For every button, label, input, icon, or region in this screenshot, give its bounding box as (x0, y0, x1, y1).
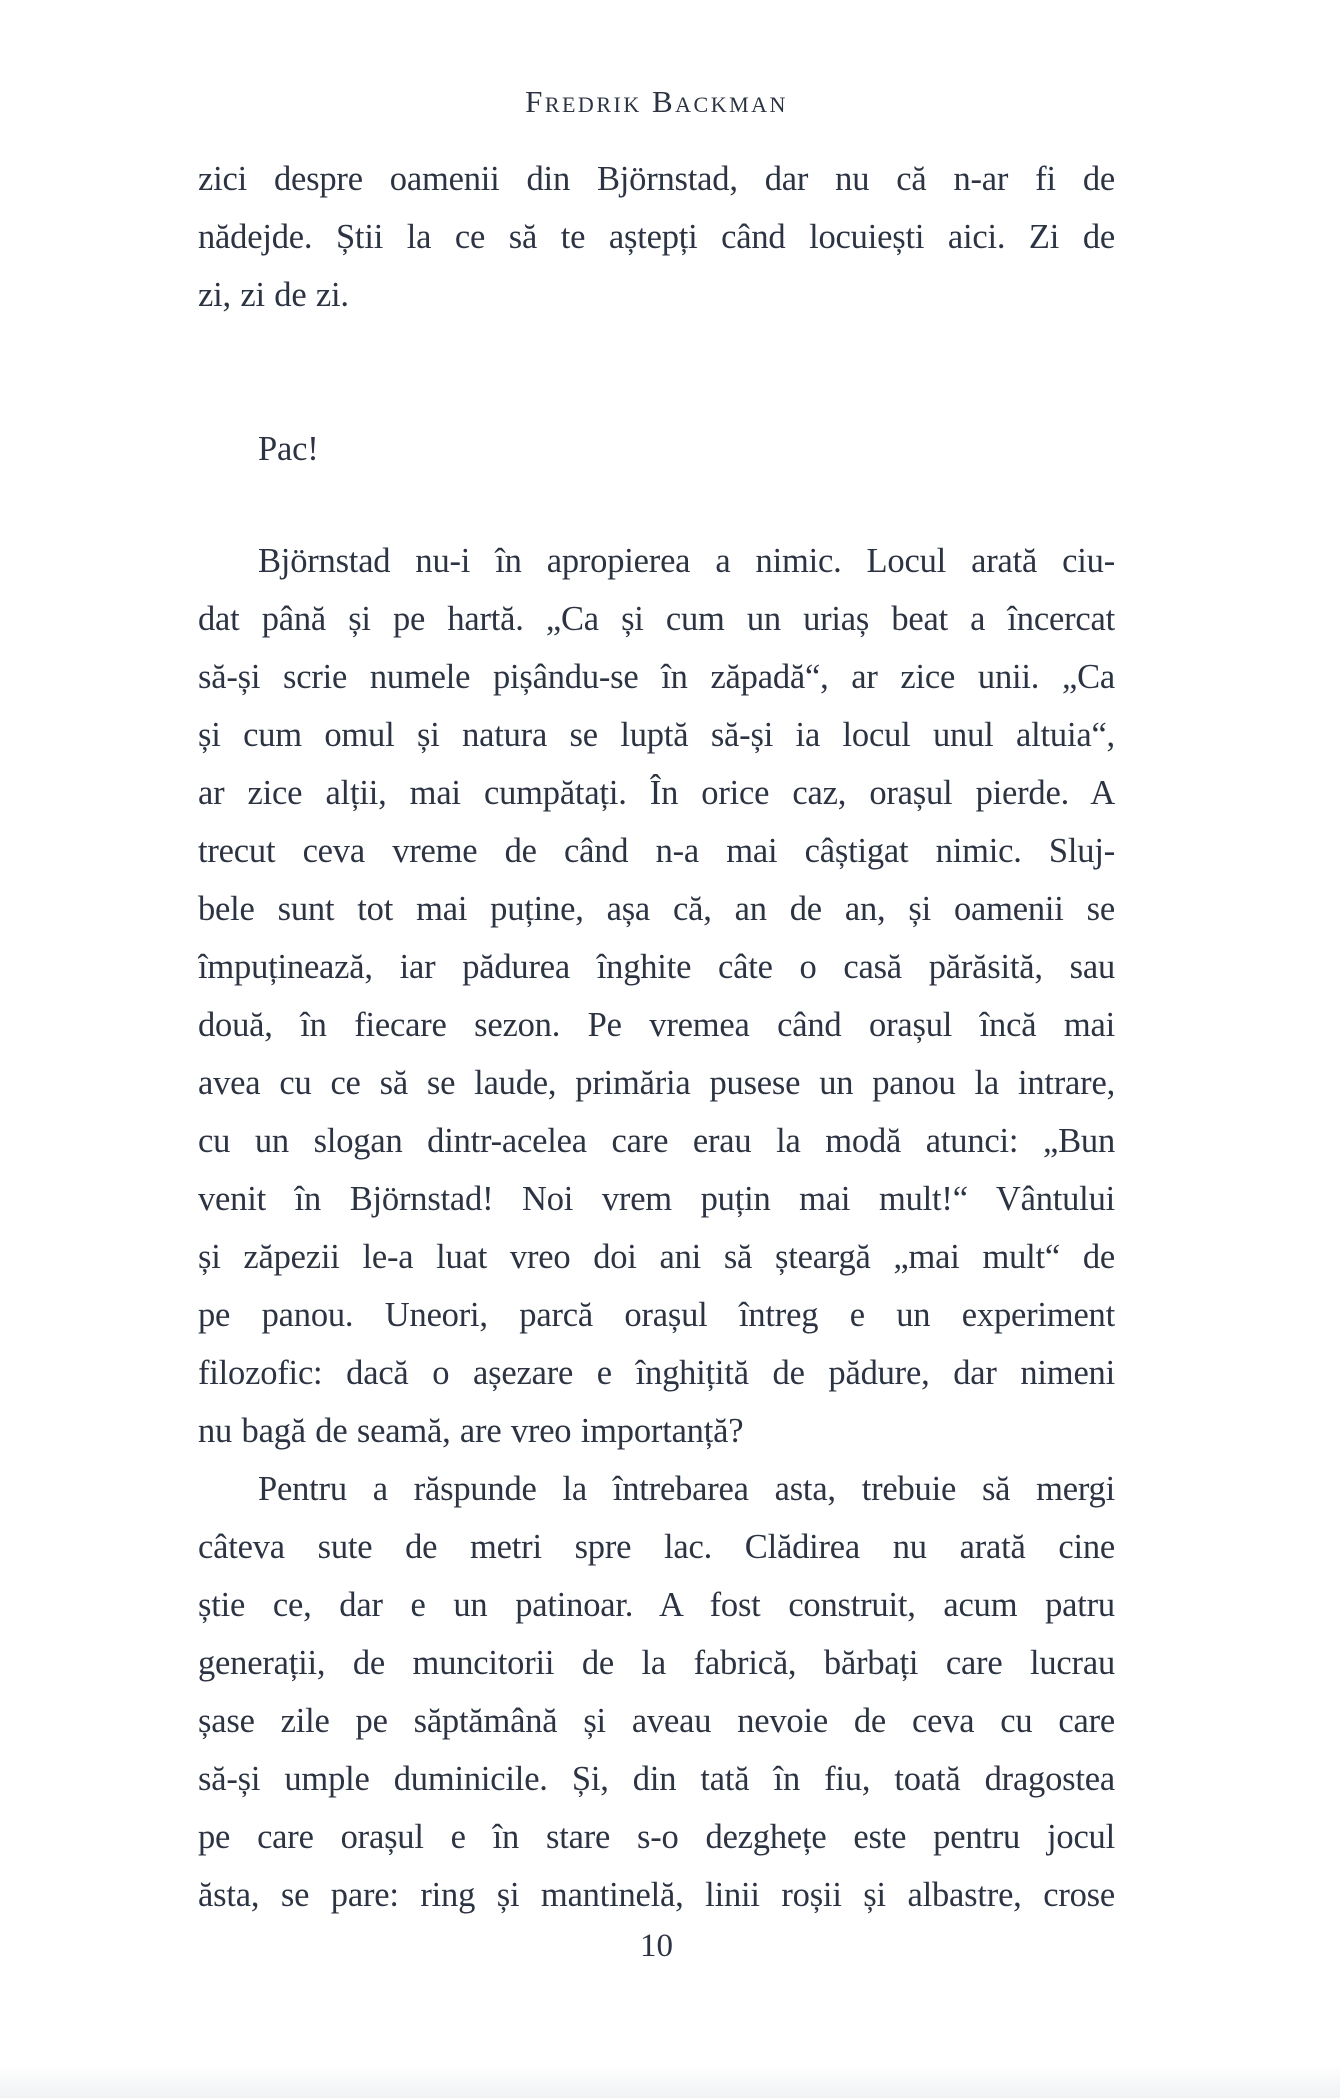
text-line: avea cu ce să se laude, primăria pusese un panou la intrare, (198, 1064, 1115, 1102)
text-line: nădejde. Știi la ce să te aștepți când locuiești aici. Zi de (198, 218, 1115, 256)
text-line: șase zile pe săptămână și aveau nevoie de ceva cu care (198, 1702, 1115, 1740)
page-number: 10 (640, 1928, 673, 1964)
running-header-author: Fredrik Backman (525, 84, 788, 119)
text-line: bele sunt tot mai puține, așa că, an de an, și oamenii se (198, 890, 1115, 928)
text-line: știe ce, dar e un patinoar. A fost construit, acum patru (198, 1586, 1115, 1624)
text-line: să-și scrie numele pișându-se în zăpadă“, ar zice unii. „Ca (198, 658, 1115, 696)
text-line: trecut ceva vreme de când n-a mai câștigat nimic. Sluj- (198, 832, 1115, 870)
paragraph (198, 420, 1115, 478)
text-line: împuținează, iar pădurea înghite câte o casă părăsită, sau (198, 948, 1115, 986)
bottom-edge-strip (0, 2066, 1340, 2098)
text-line: și cum omul și natura se luptă să-și ia locul unul altuia“, (198, 716, 1115, 754)
text-line: pe care orașul e în stare s-o dezghețe este pentru jocul (198, 1818, 1115, 1856)
text-line: nu bagă de seamă, are vreo importanță? (198, 1412, 744, 1450)
text-line: generații, de muncitorii de la fabrică, bărbați care lucrau (198, 1644, 1115, 1682)
text-line: și zăpezii le-a luat vreo doi ani să șteargă „mai mult“ de (198, 1238, 1115, 1276)
text-line: pe panou. Uneori, parcă orașul întreg e un experiment (198, 1296, 1115, 1334)
text-line: venit în Björnstad! Noi vrem puțin mai mult!“ Vântului (198, 1180, 1115, 1218)
text-line: câteva sute de metri spre lac. Clădirea nu arată cine (198, 1528, 1115, 1566)
text-line: să-și umple duminicile. Și, din tată în fiu, toată dragostea (198, 1760, 1115, 1798)
text-line: Björnstad nu-i în apropierea a nimic. Locul arată ciu- (258, 542, 1115, 580)
text-line: zi, zi de zi. (198, 276, 349, 314)
text-line: zici despre oamenii din Björnstad, dar nu că n-ar fi de (198, 160, 1115, 198)
text-body (198, 150, 1115, 1924)
text-line: două, în fiecare sezon. Pe vremea când orașul încă mai (198, 1006, 1115, 1044)
text-line: cu un slogan dintr-acelea care erau la modă atunci: „Bun (198, 1122, 1115, 1160)
text-line: ăsta, se pare: ring și mantinelă, linii roșii și albastre, crose (198, 1876, 1115, 1914)
paragraph (198, 1460, 1115, 1924)
text-line: ar zice alții, mai cumpătați. În orice caz, orașul pierde. A (198, 774, 1115, 812)
text-line: Pac! (258, 430, 319, 468)
text-line: filozofic: dacă o așezare e înghițită de pădure, dar nimeni (198, 1354, 1115, 1392)
text-line: dat până și pe hartă. „Ca și cum un uriaș beat a încercat (198, 600, 1115, 638)
paragraph (198, 532, 1115, 1460)
text-line: Pentru a răspunde la întrebarea asta, trebuie să mergi (258, 1470, 1115, 1508)
paragraph (198, 150, 1115, 324)
